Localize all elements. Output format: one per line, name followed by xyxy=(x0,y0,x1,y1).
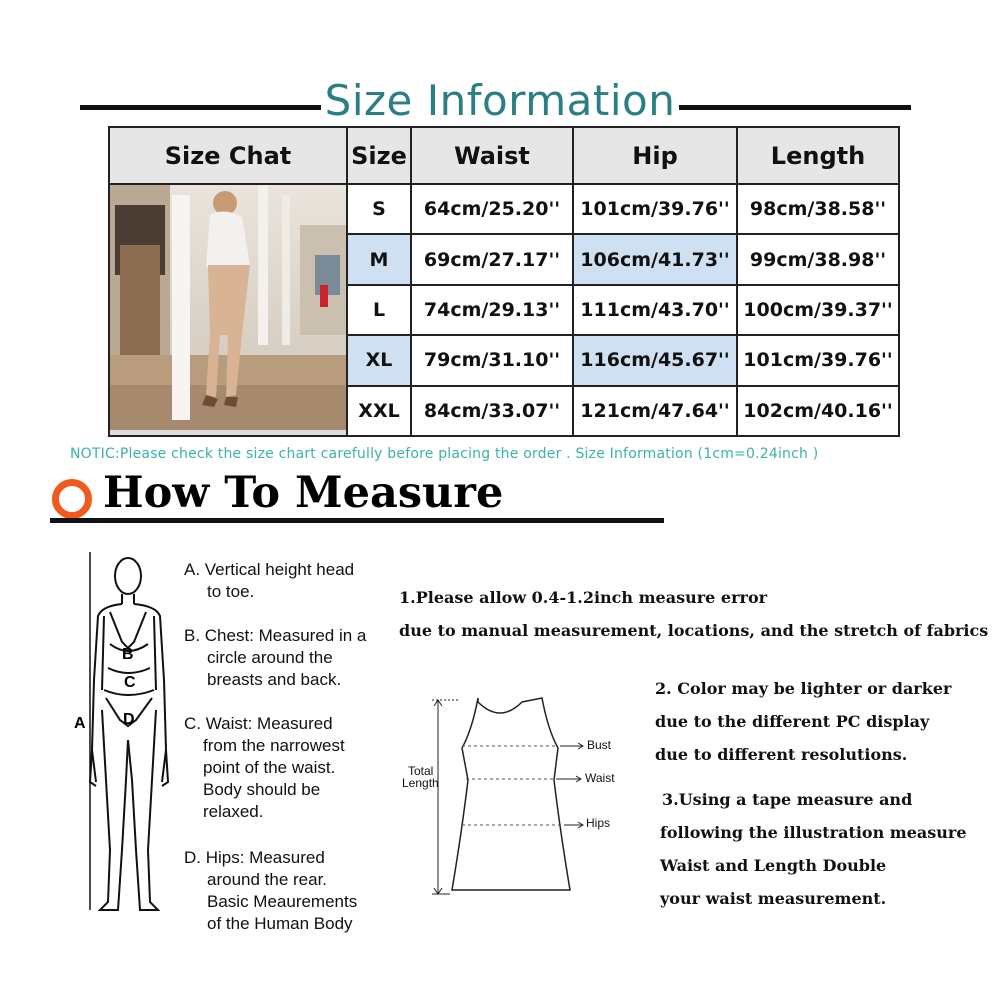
page-title: Size Information xyxy=(0,76,1000,125)
cell-hip: 106cm/41.73'' xyxy=(573,234,737,284)
note-3d: your waist measurement. xyxy=(660,889,887,908)
cell-size: XXL xyxy=(347,386,411,436)
dress-label-waist: Waist xyxy=(585,771,615,785)
header-waist: Waist xyxy=(411,127,573,184)
instruction-line: from the narrowest xyxy=(203,736,345,755)
table-header-row xyxy=(109,127,899,184)
note-1a: 1.Please allow 0.4-1.2inch measure error xyxy=(399,588,768,607)
figure-label-b: B xyxy=(122,646,134,663)
size-notice: NOTIC:Please check the size chart carefully before placing the order . Size Information (1cm=0.24inch ) xyxy=(70,446,819,462)
cell-hip: 111cm/43.70'' xyxy=(573,285,737,335)
instruction-line: A. Vertical height head xyxy=(184,560,355,579)
cell-waist: 74cm/29.13'' xyxy=(411,285,573,335)
instruction-line: to toe. xyxy=(207,582,255,601)
cell-size: S xyxy=(347,184,411,234)
note-2a: 2. Color may be lighter or darker xyxy=(655,679,952,698)
how-to-measure-underline xyxy=(50,518,664,523)
cell-waist: 64cm/25.20'' xyxy=(411,184,573,234)
cell-hip: 101cm/39.76'' xyxy=(573,184,737,234)
cell-length: 99cm/38.98'' xyxy=(737,234,899,284)
instruction-line: around the rear. xyxy=(207,870,328,889)
header-hip: Hip xyxy=(573,127,737,184)
body-figure-icon xyxy=(70,550,180,920)
header-size: Size xyxy=(347,127,411,184)
note-3a: 3.Using a tape measure and xyxy=(662,790,913,809)
dress-label-length: Length xyxy=(402,776,439,790)
figure-label-c: C xyxy=(124,674,136,691)
note-3b: following the illustration measure xyxy=(660,823,967,842)
dress-diagram-icon xyxy=(400,690,630,905)
dress-label-bust: Bust xyxy=(587,738,612,752)
dress-label-hips: Hips xyxy=(586,816,611,830)
cell-length: 98cm/38.58'' xyxy=(737,184,899,234)
product-photo xyxy=(109,184,347,436)
product-photo-image xyxy=(110,185,346,430)
cell-hip: 116cm/45.67'' xyxy=(573,335,737,385)
instruction-d xyxy=(184,847,357,935)
table-row xyxy=(109,184,899,234)
how-to-measure-title: How To Measure xyxy=(103,468,504,518)
instruction-c xyxy=(184,713,345,823)
instruction-line: relaxed. xyxy=(203,802,264,821)
instruction-line: Basic Meaurements xyxy=(207,892,358,911)
instruction-line: breasts and back. xyxy=(207,670,342,689)
instruction-line: circle around the xyxy=(207,648,333,667)
cell-length: 101cm/39.76'' xyxy=(737,335,899,385)
note-1b: due to manual measurement, locations, and the stretch of fabrics xyxy=(399,621,989,640)
cell-size: L xyxy=(347,285,411,335)
instruction-b xyxy=(184,625,366,691)
note-2b: due to the different PC display xyxy=(655,712,930,731)
instruction-line: D. Hips: Measured xyxy=(184,848,325,867)
note-2c: due to different resolutions. xyxy=(655,745,908,764)
cell-size: XL xyxy=(347,335,411,385)
instruction-line: B. Chest: Measured in a xyxy=(184,626,367,645)
cell-length: 100cm/39.37'' xyxy=(737,285,899,335)
circle-bullet-icon xyxy=(52,479,92,519)
note-3c: Waist and Length Double xyxy=(660,856,887,875)
cell-waist: 79cm/31.10'' xyxy=(411,335,573,385)
figure-label-d: D xyxy=(123,711,135,728)
dress-label-total: Total xyxy=(408,764,434,778)
header-size-chat: Size Chat xyxy=(109,127,347,184)
cell-waist: 84cm/33.07'' xyxy=(411,386,573,436)
instruction-a xyxy=(184,559,354,603)
instruction-line: point of the waist. xyxy=(203,758,336,777)
cell-length: 102cm/40.16'' xyxy=(737,386,899,436)
figure-label-a: A xyxy=(74,715,86,732)
instruction-line: C. Waist: Measured xyxy=(184,714,333,733)
cell-size: M xyxy=(347,234,411,284)
instruction-line: of the Human Body xyxy=(207,914,353,933)
header-length: Length xyxy=(737,127,899,184)
size-table xyxy=(108,126,900,437)
cell-waist: 69cm/27.17'' xyxy=(411,234,573,284)
instruction-line: Body should be xyxy=(203,780,321,799)
cell-hip: 121cm/47.64'' xyxy=(573,386,737,436)
